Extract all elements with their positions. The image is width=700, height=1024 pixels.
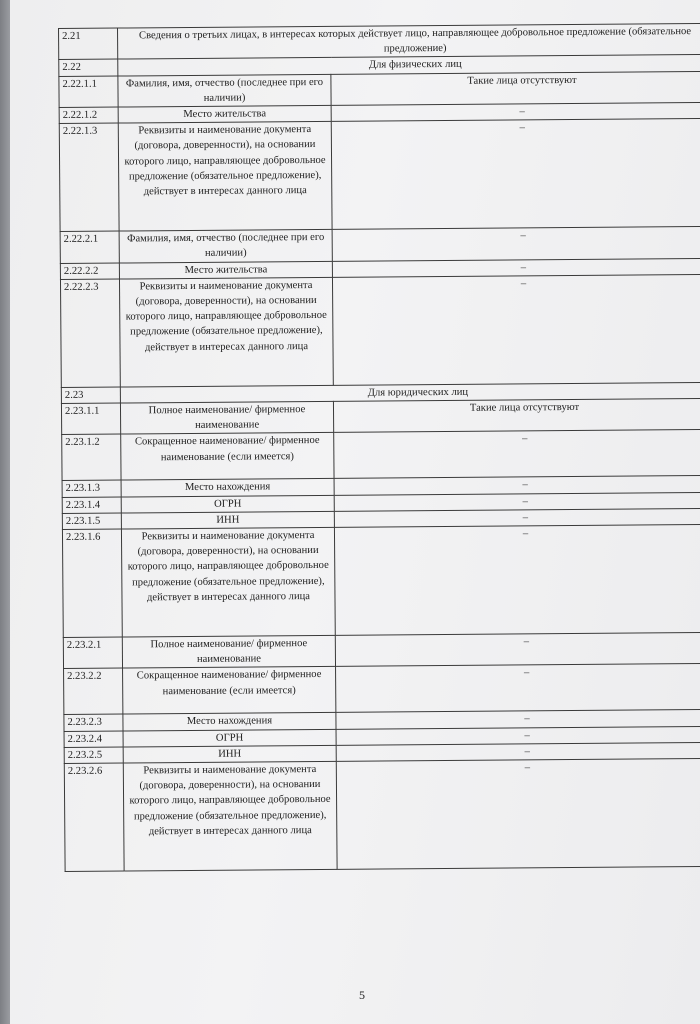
field-value: – [335,632,700,666]
table-body [59,23,700,871]
field-label: Полное наименование/ фирменное наименование [122,635,335,668]
row-number: 2.23.1.1 [61,403,120,435]
field-label: Место жительства [119,261,332,279]
field-value: – [334,476,700,495]
row-number: 2.22.2.2 [60,263,119,280]
table-row [60,227,700,264]
table-row [63,632,700,669]
field-value: – [336,664,700,713]
field-value: – [332,258,700,277]
section-row [59,23,700,60]
field-value: – [336,758,700,869]
row-number: 2.22 [59,59,118,76]
row-number: 2.23.2.3 [64,714,123,731]
row-number: 2.23.2.6 [64,763,124,871]
field-value: – [331,102,700,121]
field-value: Такие лица отсутствуют [331,71,700,105]
field-label: Место жительства [118,105,331,123]
document-page [10,0,700,1024]
field-label: Реквизиты и наименование документа (договора, доверенности), на основании которого лицо, направляющее добровольное предложение (обязательное предложение), действует в интересах данного лица [118,122,332,232]
row-number: 2.23.2.4 [64,731,123,748]
row-number: 2.23.2.5 [64,747,123,764]
field-label: Полное наименование/ фирменное наименование [120,401,333,434]
field-label: Реквизиты и наименование документа (договора, доверенности), на основании которого лицо, направляющее добровольное предложение (обязательное предложение), действует в интересах данного лица [119,277,333,387]
section-heading: Сведения о третьих лицах, в интересах которых действует лицо, направляющее добровольное предложение (обязательное предложение) [118,23,700,59]
field-label: Сокращенное наименование/ фирменное наименование (если имеется) [123,667,336,715]
page-shadow [0,0,10,1024]
field-value: – [334,492,700,511]
field-value: – [334,430,700,479]
field-value: – [334,524,700,635]
table-row [64,758,700,871]
field-value: – [336,726,700,745]
field-value: – [332,227,700,261]
table-row [60,274,700,387]
field-label: ИНН [121,511,334,529]
row-number: 2.23.2.2 [64,668,123,714]
row-number: 2.22.2.3 [60,279,120,387]
field-label: Место нахождения [121,479,334,497]
table-row [59,71,700,108]
row-number: 2.22.1.2 [59,107,118,124]
row-number: 2.23.2.1 [63,637,122,669]
section-heading: Для юридических лиц [120,382,700,403]
row-number: 2.23.1.5 [62,513,121,530]
field-label: ИНН [123,745,336,763]
row-number: 2.21 [59,28,118,60]
row-number: 2.23.1.3 [62,480,121,497]
row-number: 2.23 [61,387,120,404]
row-number: 2.22.2.1 [60,231,119,263]
field-value: – [336,742,700,761]
field-label: Реквизиты и наименование документа (договора, доверенности), на основании которого лицо, направляющее добровольное предложение (обязательное предложение), действует в интересах данного лица [121,527,335,637]
table-row [62,524,700,637]
field-value: – [334,508,700,527]
table-row [62,430,700,481]
field-label: Сокращенное наименование/ фирменное наименование (если имеется) [121,433,334,481]
field-value: Такие лица отсутствуют [333,398,700,432]
field-label: ОГРН [121,495,334,513]
field-value: – [331,119,700,230]
third-parties-table-wrap [58,23,700,872]
field-label: Фамилия, имя, отчество (последнее при его наличии) [118,74,331,107]
third-parties-table [58,23,700,872]
row-number: 2.22.1.1 [59,76,118,108]
table-row [61,398,700,435]
section-heading: Для физических лиц [118,55,700,76]
field-label: Место нахождения [123,713,336,731]
row-number: 2.22.1.3 [59,123,119,231]
field-value: – [332,274,700,385]
field-label: Фамилия, имя, отчество (последнее при его наличии) [119,230,332,263]
row-number: 2.23.1.4 [62,497,121,514]
field-label: Реквизиты и наименование документа (договора, доверенности), на основании которого лицо, направляющее добровольное предложение (обязательное предложение), действует в интересах данного лица [123,761,337,871]
row-number: 2.23.1.6 [62,529,122,637]
table-row [64,664,700,715]
row-number: 2.23.1.2 [62,434,121,480]
field-value: – [336,710,700,729]
field-label: ОГРН [123,729,336,747]
page-number: 5 [359,988,365,1002]
table-row [59,119,700,232]
